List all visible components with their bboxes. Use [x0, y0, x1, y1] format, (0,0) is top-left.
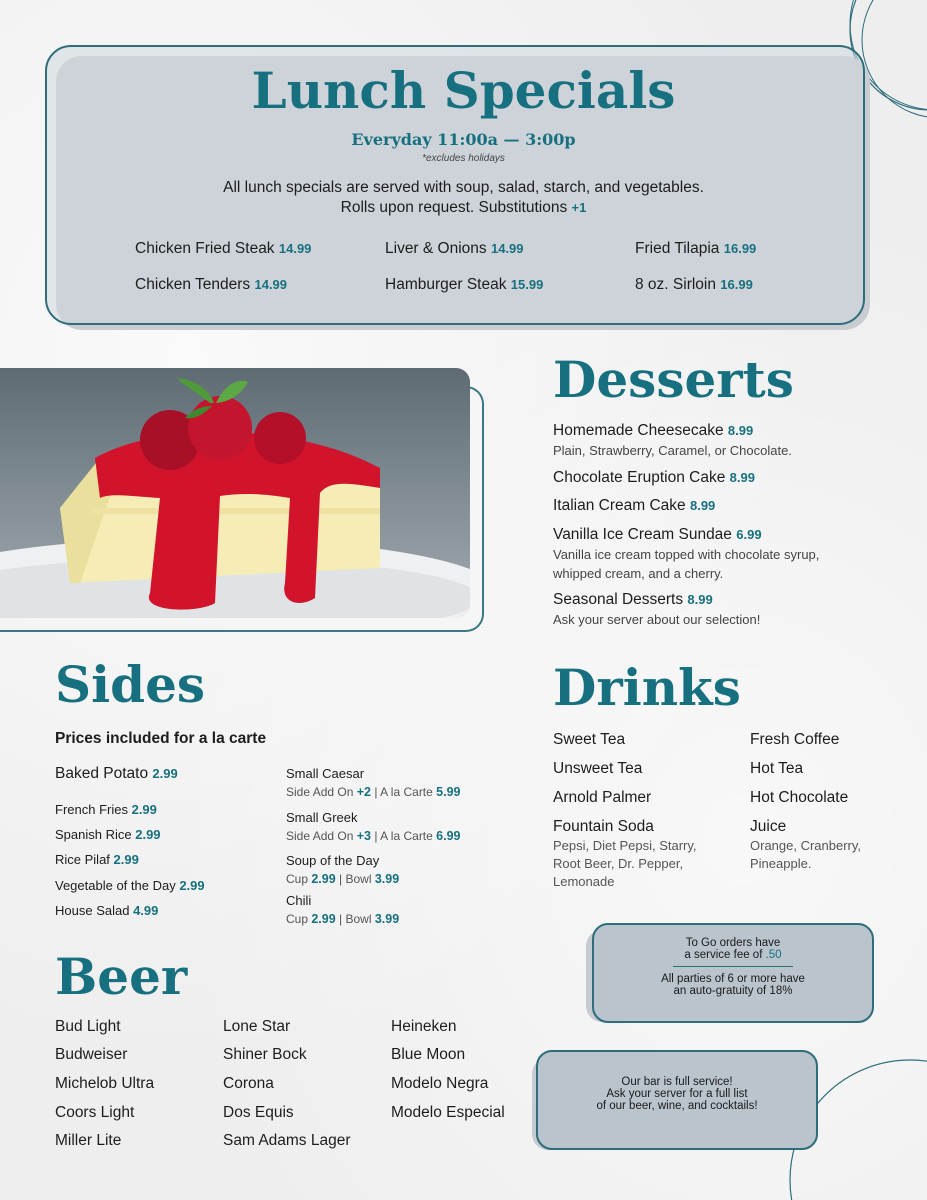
side-item: French Fries 2.99 — [55, 802, 157, 817]
beer-item: Dos Equis — [223, 1104, 294, 1121]
dessert-item: Seasonal Desserts 8.99 — [553, 591, 713, 608]
desserts-title: Desserts — [553, 350, 794, 409]
cheesecake-illustration — [0, 368, 470, 618]
lunch-item: Fried Tilapia 16.99 — [635, 240, 757, 257]
togo-info-box: To Go orders have a service fee of .50 All parties of 6 or more have an auto-gratuity of 18% — [592, 923, 874, 1023]
divider — [673, 966, 793, 967]
beer-item: Modelo Especial — [391, 1104, 505, 1121]
beer-item: Miller Lite — [55, 1132, 122, 1149]
beer-item: Corona — [223, 1075, 274, 1092]
lunch-desc-line2: Rolls upon request. Substitutions +1 — [340, 199, 587, 216]
beer-item: Budweiser — [55, 1046, 128, 1063]
juice-options: Orange, Cranberry, Pineapple. — [750, 838, 862, 871]
dessert-item: Homemade Cheesecake 8.99 — [553, 422, 754, 439]
side-chili: Chili — [286, 893, 312, 908]
beer-item: Blue Moon — [391, 1046, 466, 1063]
dessert-description: Ask your server about our selection! — [553, 612, 761, 627]
drink-item: Juice — [750, 818, 787, 835]
beer-item: Bud Light — [55, 1018, 121, 1035]
side-item: Rice Pilaf 2.99 — [55, 852, 139, 867]
drink-item: Fountain Soda — [553, 818, 654, 835]
side-item: Vegetable of the Day 2.99 — [55, 878, 205, 893]
drink-item: Hot Chocolate — [750, 789, 849, 806]
drink-item: Unsweet Tea — [553, 760, 643, 777]
drink-item: Arnold Palmer — [553, 789, 652, 806]
dessert-description: whipped cream, and a cherry. — [553, 566, 724, 581]
cheesecake-image — [0, 368, 470, 618]
togo-fee-line: a service fee of .50 — [684, 949, 782, 961]
lunch-item: Liver & Onions 14.99 — [385, 240, 524, 257]
beer-item: Sam Adams Lager — [223, 1132, 351, 1149]
dessert-description: Plain, Strawberry, Caramel, or Chocolate. — [553, 443, 792, 458]
beer-item: Shiner Bock — [223, 1046, 307, 1063]
side-price-line: Side Add On +3 | A la Carte 6.99 — [286, 829, 461, 843]
lunch-item: Hamburger Steak 15.99 — [385, 276, 544, 293]
lunch-item: Chicken Fried Steak 14.99 — [135, 240, 312, 257]
drink-item: Fresh Coffee — [750, 731, 840, 748]
drink-item: Sweet Tea — [553, 731, 626, 748]
lunch-title: Lunch Specials — [251, 61, 676, 120]
side-price-line: Cup 2.99 | Bowl 3.99 — [286, 872, 400, 886]
side-salad-greek: Small Greek — [286, 810, 358, 825]
dessert-item: Chocolate Eruption Cake 8.99 — [553, 469, 755, 486]
lunch-hours: Everyday 11:00a — 3:00p — [351, 130, 576, 149]
sides-subtitle: Prices included for a la carte — [55, 730, 267, 747]
substitution-price: +1 — [571, 200, 587, 215]
beer-item: Lone Star — [223, 1018, 291, 1035]
drinks-title: Drinks — [553, 658, 741, 717]
beer-item: Modelo Negra — [391, 1075, 489, 1092]
dessert-description: Vanilla ice cream topped with chocolate syrup, — [553, 547, 820, 562]
dessert-item: Italian Cream Cake 8.99 — [553, 497, 716, 514]
beer-item: Michelob Ultra — [55, 1075, 155, 1092]
beer-item: Heineken — [391, 1018, 457, 1035]
dessert-item: Vanilla Ice Cream Sundae 6.99 — [553, 526, 762, 543]
beer-title: Beer — [55, 947, 188, 1006]
drink-item: Hot Tea — [750, 760, 804, 777]
sides-title: Sides — [55, 655, 206, 714]
lunch-description — [0, 178, 927, 218]
lunch-desc-line1: All lunch specials are served with soup, salad, starch, and vegetables. — [223, 179, 704, 196]
side-price-line: Side Add On +2 | A la Carte 5.99 — [286, 785, 461, 799]
side-price-line: Cup 2.99 | Bowl 3.99 — [286, 912, 400, 926]
side-item: Spanish Rice 2.99 — [55, 827, 161, 842]
side-salad-caesar: Small Caesar — [286, 766, 365, 781]
bar-info-box: Our bar is full service! Ask your server for a full list of our beer, wine, and cocktails! — [536, 1050, 818, 1150]
lunch-item: 8 oz. Sirloin 16.99 — [635, 276, 753, 293]
side-soup: Soup of the Day — [286, 853, 380, 868]
side-item: House Salad 4.99 — [55, 903, 159, 918]
soda-options: Pepsi, Diet Pepsi, Starry, Root Beer, Dr. Pepper, Lemonade — [553, 838, 697, 889]
beer-item: Coors Light — [55, 1104, 135, 1121]
side-item: Baked Potato 2.99 — [55, 765, 178, 782]
lunch-note: *excludes holidays — [422, 153, 505, 164]
lunch-item: Chicken Tenders 14.99 — [135, 276, 288, 293]
